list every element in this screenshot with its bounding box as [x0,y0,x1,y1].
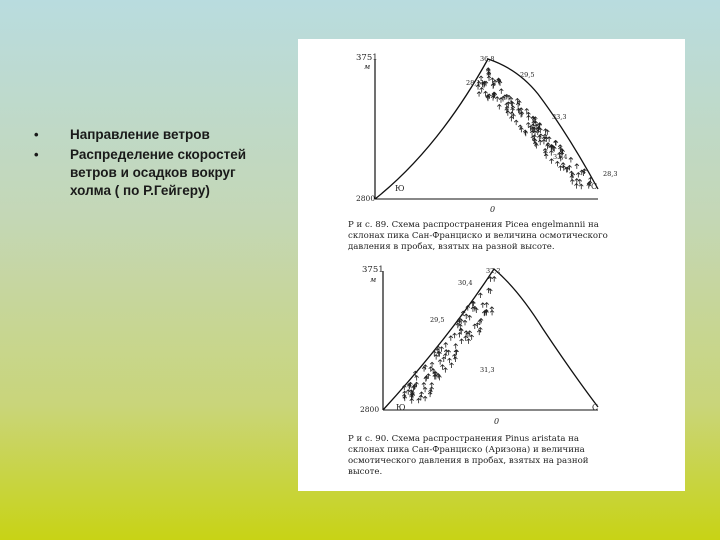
fig2-tree-markers [402,277,496,404]
tree-symbol [450,363,454,368]
tree-symbol [546,144,550,149]
tree-symbol [487,76,491,81]
fig1-caption-line: давления в пробах, взятых на разной высоте. [348,242,555,252]
tree-symbol [447,358,451,363]
tree-symbol [417,398,421,403]
tree-symbol [492,277,496,282]
tree-symbol [406,390,410,395]
fig1-caption-line: Р и с. 89. Схема распространения Picea engelmannii на [348,220,599,230]
tree-symbol [422,383,426,388]
tree-symbol [497,104,501,109]
fig2-value: 32,2 [486,267,501,275]
tree-symbol [538,140,542,145]
tree-symbol [444,343,448,348]
scanned-figure [298,39,685,491]
fig2-caption-line: осмотического давления в пробах, взятых на разной [348,456,589,466]
fig2-ybottom-label: 2800 [360,405,380,414]
tree-symbol [570,179,574,184]
fig2-caption-line: склонах пика Сан-Франциско (Аризона) и величина [348,445,585,455]
fig2-ytop-unit: м [370,275,377,284]
tree-symbol [443,368,447,373]
fig2-caption-line: высоте. [348,467,383,477]
tree-symbol [449,336,453,341]
tree-symbol [509,116,513,121]
tree-symbol [527,115,531,120]
tree-symbol [575,164,579,169]
tree-symbol [547,137,551,142]
fig1-north-label: С [591,182,598,191]
fig2-caption-line: Р и с. 90. Схема распространения Pinus aristata на [348,434,580,444]
fig1-bottom-mark: 0 [490,205,496,214]
bullet-dot: • [34,147,39,162]
fig2-value: 31,3 [480,366,495,374]
tree-symbol [490,310,494,315]
tree-symbol [428,392,432,397]
tree-symbol [463,320,467,325]
tree-symbol [423,396,427,401]
fig1-value: 33,4 [553,153,568,161]
tree-symbol [569,157,573,162]
tree-symbol [485,303,489,308]
bullet-text: Распределение скоростей ветров и осадков вокруг холма ( по Р.Гейгеру) [70,147,247,198]
fig1-value: 29,5 [520,71,535,79]
fig2-ytop-label: 3751 [362,265,384,275]
tree-symbol [464,314,468,319]
fig1-value: 28,11 [466,79,485,87]
bullet-item [34,126,274,144]
tree-symbol [467,339,471,344]
tree-symbol [478,293,482,298]
tree-symbol [470,335,474,340]
fig1-ytop-label: 3751 [356,53,378,63]
tree-symbol [495,97,499,102]
tree-symbol [499,89,503,94]
bullet-dot: • [34,127,39,142]
fig1-caption-line: склонах пика Сан-Франциско и величина осмотического [348,231,608,241]
fig1-value: 36,8 [480,55,495,63]
figure-svg [298,39,685,491]
tree-symbol [434,355,438,360]
tree-symbol [415,376,419,381]
fig1-ytop-unit: м [364,62,371,71]
fig1-tree-markers [476,68,593,189]
bullet-list [34,126,274,202]
tree-symbol [410,399,414,404]
fig1-slope-curve [375,59,598,199]
fig2-north-label: С [592,403,599,412]
tree-symbol [440,347,444,352]
fig2-value: 29,5 [430,316,445,324]
tree-symbol [453,333,457,338]
tree-symbol [423,387,427,392]
tree-symbol [576,173,580,178]
figure2-diagram [348,265,598,477]
tree-symbol [480,88,484,93]
tree-symbol [574,184,578,189]
bullet-text: Направление ветров [70,127,210,142]
fig2-value: 30,4 [458,279,473,287]
fig2-bottom-mark: 0 [494,417,500,426]
tree-symbol [403,396,407,401]
tree-symbol [454,344,458,349]
bullet-item [34,146,274,200]
tree-symbol [477,92,481,97]
tree-symbol [579,184,583,189]
tree-symbol [490,78,494,83]
tree-symbol [499,98,503,103]
fig1-value: 28,3 [603,170,618,178]
tree-symbol [542,139,546,144]
tree-symbol [543,151,547,156]
tree-symbol [559,166,563,171]
fig2-south-label: Ю [396,403,406,412]
tree-symbol [468,315,472,320]
tree-symbol [514,120,518,125]
fig1-ybottom-label: 2800 [356,194,376,203]
figure1-diagram [348,53,617,252]
tree-symbol [544,154,548,159]
tree-symbol [460,339,464,344]
fig1-south-label: Ю [395,184,405,193]
tree-symbol [438,360,442,365]
tree-symbol [555,161,559,166]
tree-symbol [481,303,485,308]
tree-symbol [501,96,505,101]
fig1-value: 33,3 [552,113,567,121]
